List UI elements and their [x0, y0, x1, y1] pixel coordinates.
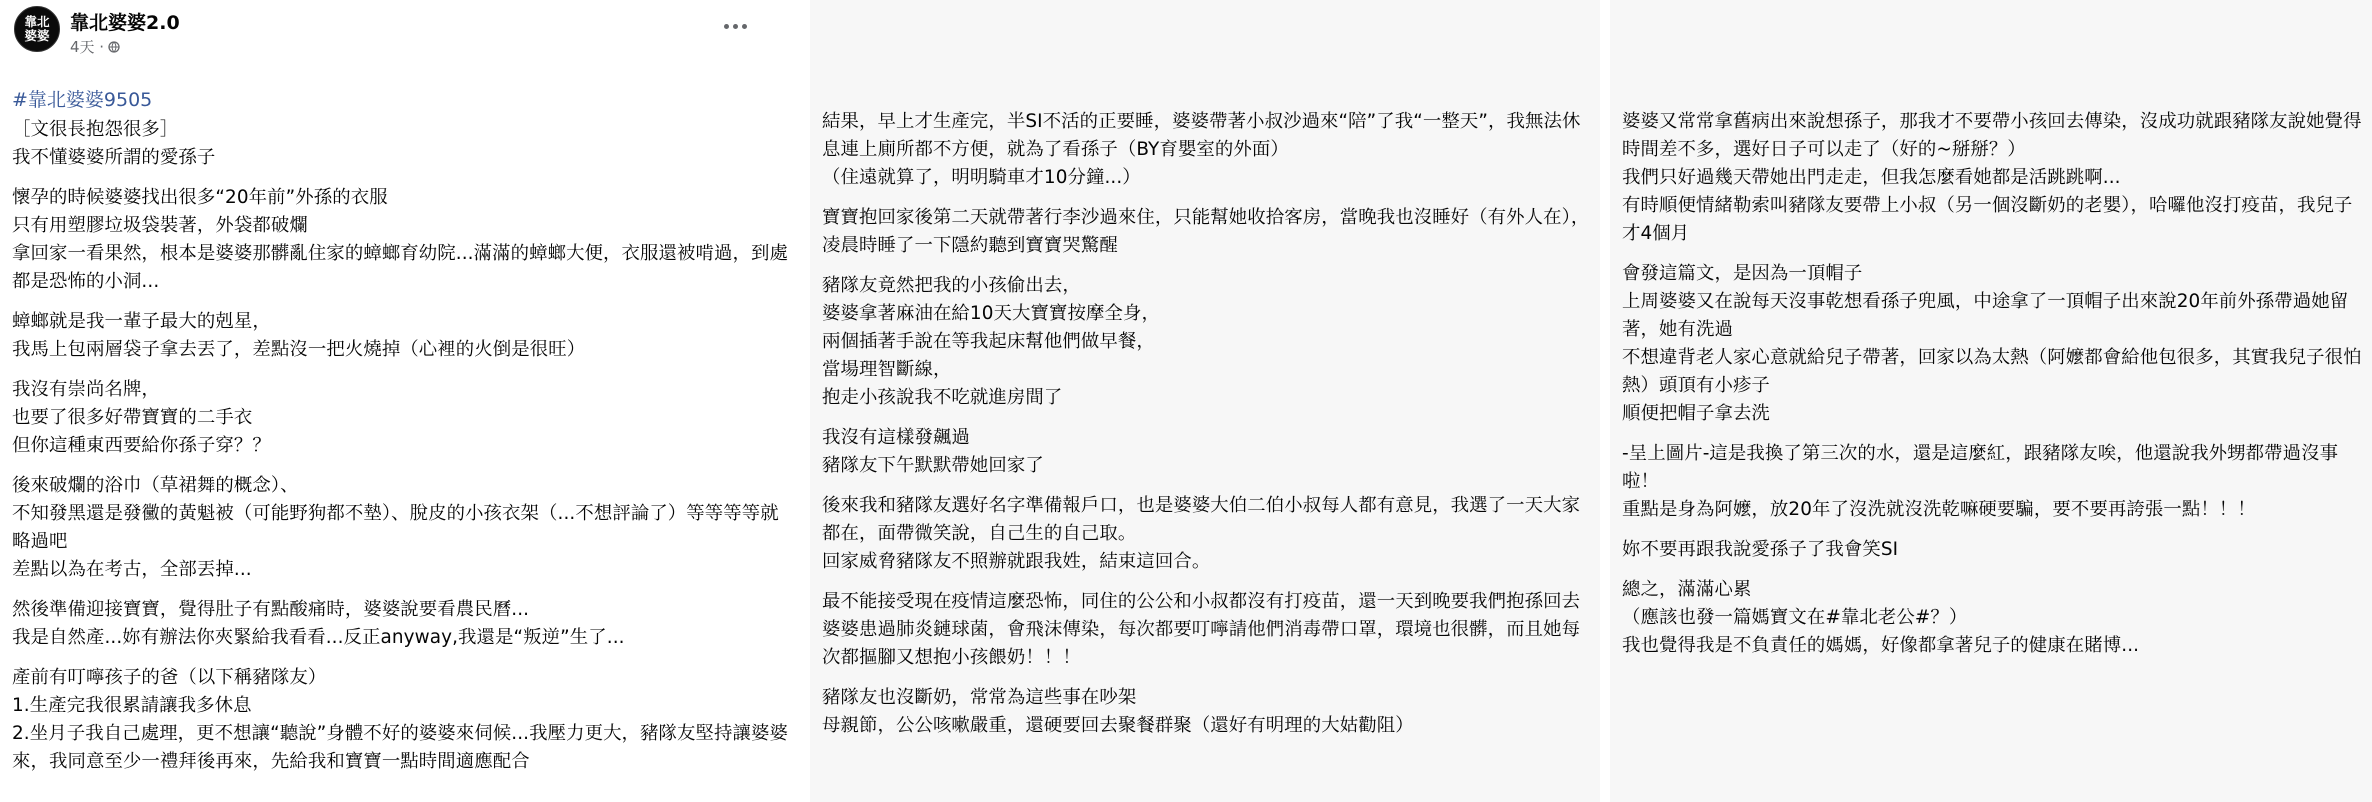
privacy-globe-icon: [108, 41, 120, 53]
paragraph: 婆婆又常常拿舊病出來說想孫子，那我才不要帶小孩回去傳染，沒成功就跟豬隊友說她覺得時間差不多，選好日子可以走了（好的~掰掰？） 我們只好過幾天帶她出門走走，但我怎麼看她都是活跳跳啊... 有時順便情緒勒索叫豬隊友要帶上小叔（另一個沒斷奶的老嬰），哈囉他沒打疫苗，我兒子才4個月: [1622, 111, 2362, 244]
page-name-link[interactable]: 靠北婆婆2.0: [70, 12, 180, 34]
paragraph: 會發這篇文，是因為一頂帽子 上周婆婆又在說每天沒事乾想看孫子兜風，中途拿了一頂帽子出來說20年前外孫帶過她留著，她有洗過 不想違背老人家心意就給兒子帶著，回家以為太熱（阿嬤都會給他包很多，其實我兒子很怕熱）頭頂有小疹子 順便把帽子拿去洗: [1622, 263, 2362, 424]
post-body-column-3: [1622, 108, 2362, 672]
paragraph: 妳不要再跟我說愛孫子了我會笑SI: [1622, 539, 1899, 560]
hashtag-link[interactable]: #靠北婆婆9505: [12, 89, 153, 111]
paragraph: 寶寶抱回家後第二天就帶著行李沙過來住，只能幫她收拾客房，當晚我也沒睡好（有外人在），凌晨時睡了一下隱約聽到寶寶哭驚醒: [822, 207, 1590, 256]
paragraph: 我沒有這樣發飆過 豬隊友下午默默帶她回家了: [822, 427, 1044, 476]
post-panel-middle: [810, 0, 1600, 802]
paragraph: 結果，早上才生產完，半SI不活的正要睡，婆婆帶著小叔沙過來“陪”了我“一整天”，我無法休息連上廁所都不方便，就為了看孫子（BY育嬰室的外面） （住遠就算了，明明騎車才10分鐘...）: [822, 111, 1581, 188]
page-avatar[interactable]: [14, 6, 60, 52]
post-body-column-2: [822, 108, 1590, 752]
paragraph: 我沒有崇尚名牌， 也要了很多好帶寶寶的二手衣 但你這種東西要給你孫子穿？？: [12, 379, 271, 456]
more-options-icon[interactable]: [720, 16, 750, 36]
paragraph: 豬隊友也沒斷奶，常常為這些事在吵架 母親節，公公咳嗽嚴重，還硬要回去聚餐群聚（還好有明理的大姑勸阻）: [822, 687, 1414, 736]
post-timestamp[interactable]: 4天 ·: [70, 38, 105, 56]
post-panel-left: [0, 0, 800, 802]
post-body-column-1: [12, 86, 790, 788]
post-panel-right: [1610, 0, 2372, 802]
paragraph: 總之，滿滿心累 （應該也發一篇媽寶文在#靠北老公#？） 我也覺得我是不負責任的媽媽，好像都拿著兒子的健康在賭博...: [1622, 579, 2140, 656]
post-meta: [70, 36, 120, 57]
avatar-text-line1: 靠北: [24, 14, 50, 29]
post-header: [14, 6, 790, 66]
paragraph: 蟑螂就是我一輩子最大的剋星， 我馬上包兩層袋子拿去丟了，差點沒一把火燒掉（心裡的火倒是很旺）: [12, 311, 586, 360]
avatar-text-line2: 婆婆: [24, 28, 50, 43]
paragraph: 後來我和豬隊友選好名字準備報戶口，也是婆婆大伯二伯小叔每人都有意見，我選了一天大家都在，面帶微笑說，自己生的自己取。 回家威脅豬隊友不照辦就跟我姓，結束這回合。: [822, 495, 1581, 572]
paragraph: ［文很長抱怨很多］ 我不懂婆婆所謂的愛孫子: [12, 119, 216, 168]
paragraph: 產前有叮嚀孩子的爸（以下稱豬隊友） 1.生產完我很累請讓我多休息 2.坐月子我自己處理，更不想讓“聽說”身體不好的婆婆來伺候...我壓力更大，豬隊友堅持讓婆婆來，我同意至少一禮拜後再來，先給我和寶寶一點時間適應配合: [12, 667, 788, 772]
paragraph: 後來破爛的浴巾（草裙舞的概念）、 不知發黑還是發黴的黃魁被（可能野狗都不墊）、脫皮的小孩衣架（...不想評論了）等等等等就略過吧 差點以為在考古，全部丟掉...: [12, 475, 779, 580]
paragraph: 豬隊友竟然把我的小孩偷出去， 婆婆拿著麻油在給10天大寶寶按摩全身， 兩個插著手說在等我起床幫他們做早餐， 當場理智斷線， 抱走小孩說我不吃就進房間了: [822, 275, 1160, 408]
paragraph: 然後準備迎接寶寶，覺得肚子有點酸痛時，婆婆說要看農民曆... 我是自然產...妳有辦法你夾緊給我看看...反正anyway,我還是“叛逆”生了...: [12, 599, 625, 648]
paragraph: -呈上圖片-這是我換了第三次的水，還是這麼紅，跟豬隊友唉，他還說我外甥都帶過沒事啦！ 重點是身為阿嬤，放20年了沒洗就沒洗乾嘛硬要騙，要不要再誇張一點！！！: [1622, 443, 2339, 520]
paragraph: 懷孕的時候婆婆找出很多“20年前”外孫的衣服 只有用塑膠垃圾袋裝著，外袋都破爛 拿回家一看果然，根本是婆婆那髒亂住家的蟑螂育幼院...滿滿的蟑螂大便，衣服還被啃過，到處都是恐怖的小洞...: [12, 187, 788, 292]
paragraph: 最不能接受現在疫情這麼恐怖，同住的公公和小叔都沒有打疫苗，還一天到晚要我們抱孫回去 婆婆患過肺炎鏈球菌，會飛沫傳染，每次都要叮嚀請他們消毒帶口罩，環境也很髒，而且她每次都摳腳又想抱小孩餵奶！！！: [822, 591, 1581, 668]
